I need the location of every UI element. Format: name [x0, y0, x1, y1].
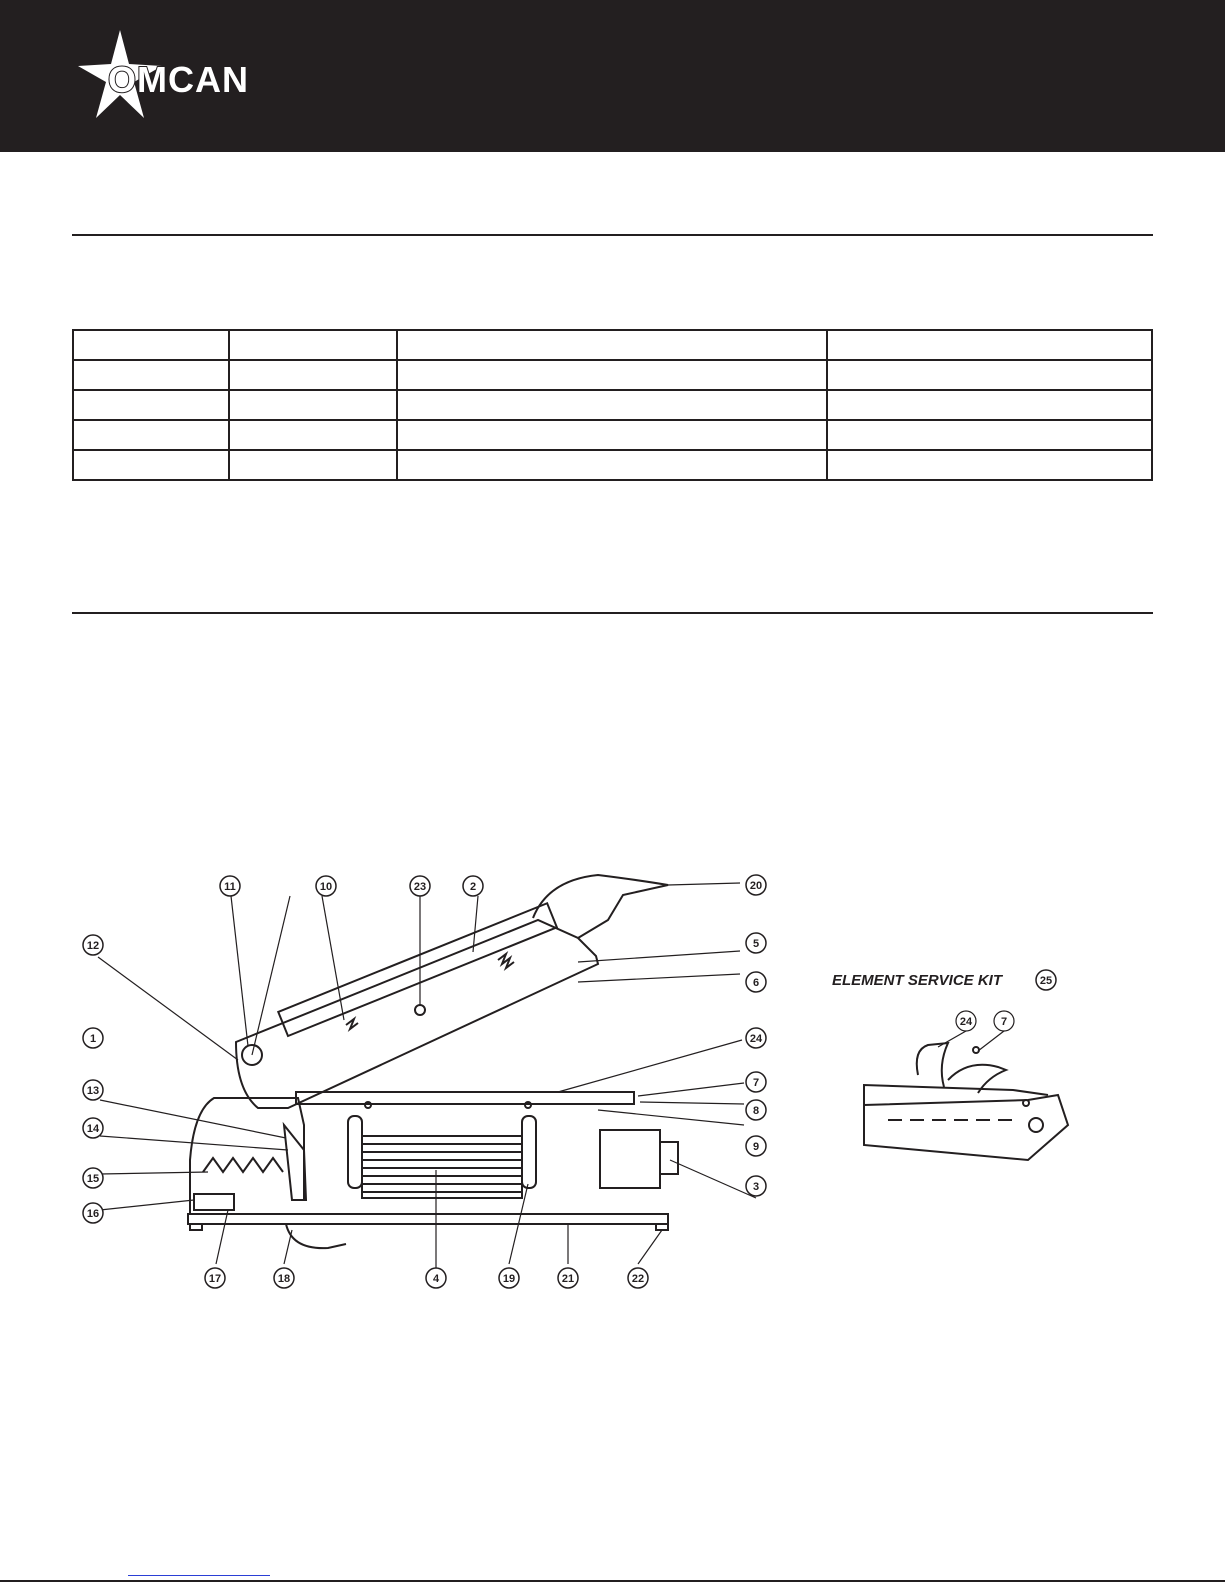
heating-element-drawing — [864, 1043, 1068, 1160]
section-rule-top — [72, 234, 1153, 236]
washer — [973, 1047, 979, 1053]
lower-heating-bar — [296, 1092, 634, 1104]
callout-label: 12 — [86, 940, 100, 952]
callout-label: 4 — [432, 1273, 440, 1285]
table-row — [73, 390, 1152, 420]
microswitch — [194, 1194, 234, 1210]
callout-label: 6 — [752, 977, 760, 989]
base-plate — [188, 1214, 668, 1224]
callout-label: 24 — [749, 1033, 763, 1045]
table-cell — [229, 330, 397, 360]
upper-spring-small — [346, 1019, 358, 1029]
table-cell — [73, 390, 229, 420]
table-row — [73, 450, 1152, 480]
latch — [284, 1125, 306, 1200]
foot — [656, 1224, 668, 1230]
table-row — [73, 420, 1152, 450]
table-cell — [229, 360, 397, 390]
transformer-windings — [362, 1144, 522, 1192]
screw — [415, 1005, 425, 1015]
section-rule-bottom — [72, 612, 1153, 614]
omcan-logo — [70, 30, 320, 122]
callout-label: 17 — [208, 1273, 222, 1285]
callout-markers — [83, 875, 766, 1288]
table-cell — [397, 390, 827, 420]
table-cell — [397, 450, 827, 480]
element-service-kit-figure — [828, 955, 1158, 1215]
parts-table — [72, 329, 1153, 481]
foot — [190, 1224, 202, 1230]
callout-label: 2 — [469, 881, 477, 893]
table-cell — [397, 360, 827, 390]
table-cell — [73, 450, 229, 480]
callout-label: 11 — [224, 881, 236, 893]
table-cell — [229, 390, 397, 420]
table-cell — [73, 420, 229, 450]
callout-label: 18 — [277, 1273, 291, 1285]
upper-spring — [498, 954, 514, 968]
callout-label: 9 — [752, 1141, 760, 1153]
brand-name: OMCAN — [108, 59, 249, 100]
element-bar-body — [864, 1095, 1068, 1160]
timer-knob — [660, 1142, 678, 1174]
transformer-post-right — [522, 1116, 536, 1188]
table-cell — [827, 330, 1152, 360]
callout-label: 21 — [561, 1273, 575, 1285]
sealer-drawing — [188, 875, 678, 1248]
callout-label: 15 — [86, 1173, 100, 1185]
callout-label: 20 — [749, 880, 763, 892]
table-cell — [827, 390, 1152, 420]
table-cell — [827, 360, 1152, 390]
callout-leaders — [98, 883, 756, 1274]
callout-label: 24 — [959, 1016, 973, 1028]
table-row — [73, 360, 1152, 390]
callout-label: 5 — [752, 938, 760, 950]
callout-label: 16 — [86, 1208, 100, 1220]
callout-label: 19 — [502, 1273, 516, 1285]
callout-label: 3 — [752, 1181, 760, 1193]
end-cap-knob — [1029, 1118, 1043, 1132]
table-cell — [827, 450, 1152, 480]
callout-label: 8 — [752, 1105, 760, 1117]
callout-label: 23 — [413, 881, 427, 893]
table-row — [73, 330, 1152, 360]
table-cell — [73, 360, 229, 390]
kit-number: 25 — [1039, 975, 1053, 987]
callout-label: 7 — [1000, 1016, 1008, 1028]
callout-label: 10 — [319, 881, 333, 893]
callout-label: 13 — [86, 1085, 100, 1097]
table-cell — [229, 420, 397, 450]
end-cap-screw — [1023, 1100, 1029, 1106]
timer-switch — [600, 1130, 660, 1188]
callout-label: 14 — [86, 1123, 100, 1135]
power-cord — [286, 1224, 346, 1248]
main-spring — [203, 1158, 283, 1172]
callout-label: 7 — [752, 1077, 760, 1089]
sealer-exploded-diagram — [78, 860, 798, 1310]
table-cell — [73, 330, 229, 360]
callout-label: 1 — [89, 1033, 97, 1045]
kit-title: ELEMENT SERVICE KIT — [832, 972, 1003, 989]
footer-link-underline[interactable] — [128, 1575, 270, 1576]
table-cell — [229, 450, 397, 480]
transformer-post-left — [348, 1116, 362, 1188]
callout-label: 22 — [631, 1273, 645, 1285]
footer-rule — [0, 1580, 1225, 1582]
table-cell — [397, 330, 827, 360]
header-band — [0, 0, 1225, 152]
table-cell — [397, 420, 827, 450]
element-tape-strip — [917, 1043, 948, 1087]
table-cell — [827, 420, 1152, 450]
